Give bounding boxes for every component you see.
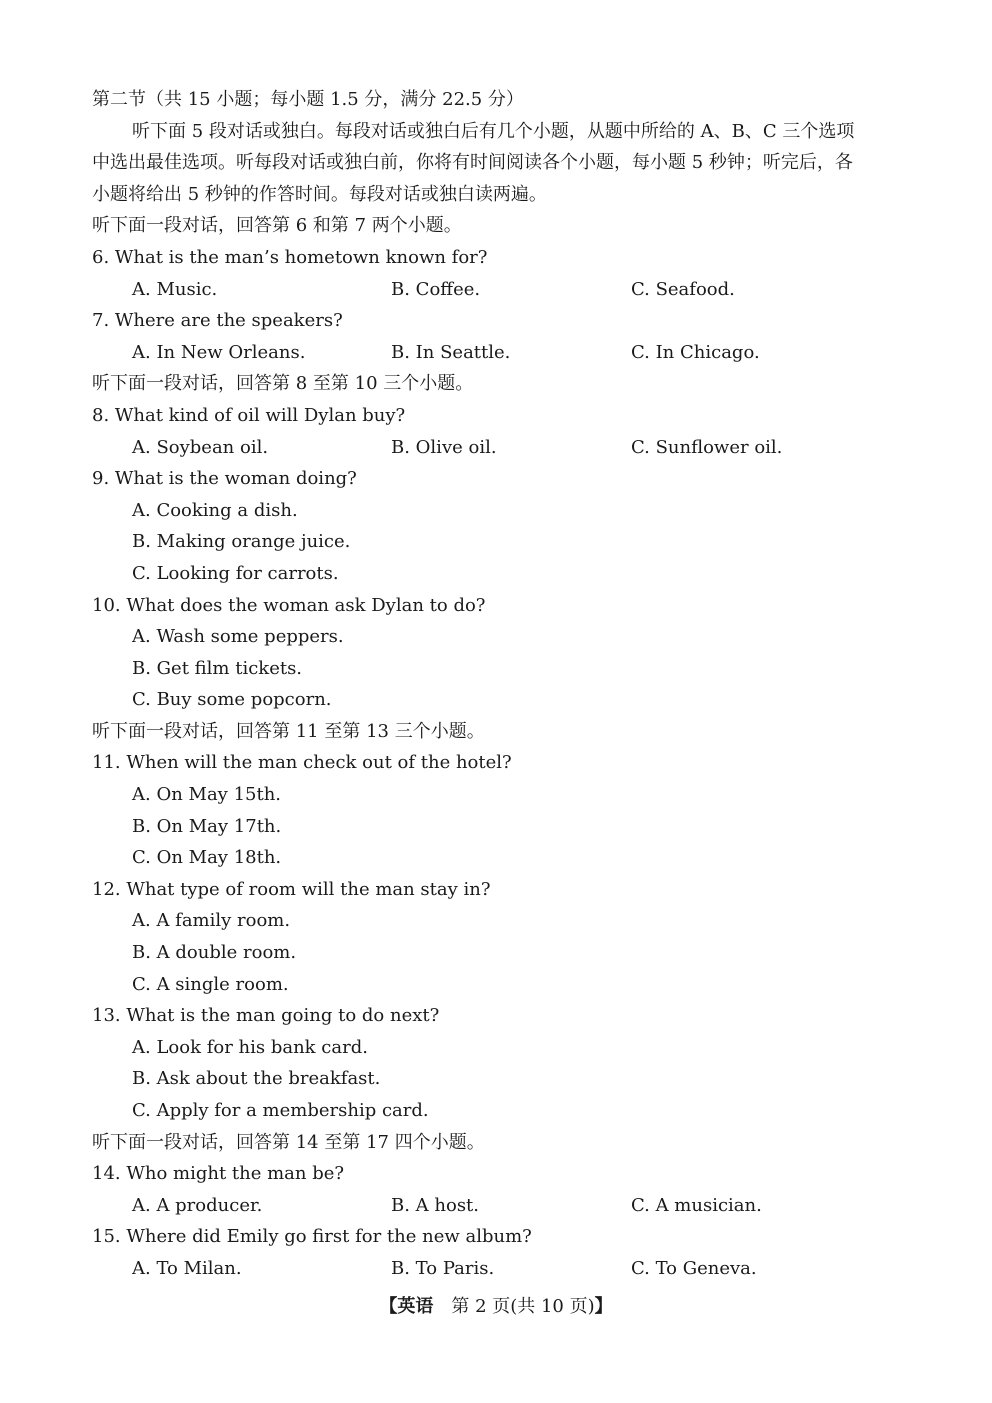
options-row: [92, 1190, 912, 1222]
footer-page-number: 第 2 页(共 10 页): [433, 1296, 595, 1317]
option-c: C. Looking for carrots.: [132, 562, 339, 584]
option-a: A. On May 15th.: [132, 784, 282, 806]
exam-page: [92, 84, 912, 1285]
option-a: A. A family room.: [132, 910, 291, 932]
question-stem: 10. What does the woman ask Dylan to do?: [92, 594, 486, 616]
option-a: A. To Milan.: [132, 1257, 242, 1279]
options-row: [92, 274, 912, 306]
option-a: A. In New Orleans.: [132, 341, 306, 363]
option-b: B. On May 17th.: [132, 815, 282, 837]
option-a: A. Cooking a dish.: [132, 499, 298, 521]
option-c: C. A musician.: [631, 1194, 762, 1216]
option-a: A. A producer.: [132, 1194, 263, 1216]
question-stem: 9. What is the woman doing?: [92, 468, 357, 490]
option-c: C. Sunflower oil.: [631, 436, 783, 458]
option-b: B. Get film tickets.: [132, 657, 303, 679]
section-note: （共 15 小题；每小题 1.5 分，满分 22.5 分）: [146, 89, 524, 110]
instruction-line: 中选出最佳选项。听每段对话或独白前，你将有时间阅读各个小题，每小题 5 秒钟；听完后，各: [92, 152, 853, 174]
question-stem: 14. Who might the man be?: [92, 1163, 345, 1185]
options-row: [92, 337, 912, 369]
option-a: A. Wash some peppers.: [132, 626, 344, 648]
option-b: B. To Paris.: [391, 1257, 495, 1279]
question-stem: 12. What type of room will the man stay in?: [92, 878, 491, 900]
group-instruction: 听下面一段对话，回答第 11 至第 13 三个小题。: [92, 720, 485, 742]
question-stem: 8. What kind of oil will Dylan buy?: [92, 404, 406, 426]
option-b: B. In Seattle.: [391, 341, 511, 363]
question-stem: 11. When will the man check out of the hotel?: [92, 752, 512, 774]
option-c: C. To Geneva.: [631, 1257, 757, 1279]
group-instruction: 听下面一段对话，回答第 14 至第 17 四个小题。: [92, 1131, 485, 1153]
question-stem: 6. What is the man’s hometown known for?: [92, 246, 488, 268]
option-a: A. Look for his bank card.: [132, 1036, 368, 1058]
section-heading: [92, 84, 912, 116]
instruction-line: 小题将给出 5 秒钟的作答时间。每段对话或独白读两遍。: [92, 183, 547, 205]
footer-subject: 英语: [397, 1296, 434, 1317]
option-c: C. Buy some popcorn.: [132, 689, 332, 711]
option-b: B. A host.: [391, 1194, 480, 1216]
footer-bracket-close: 】: [594, 1296, 613, 1317]
instruction-line: 听下面 5 段对话或独白。每段对话或独白后有几个小题，从题中所给的 A、B、C 三个选项: [132, 120, 855, 142]
footer-bracket-open: 【: [379, 1296, 398, 1317]
option-c: C. A single room.: [132, 973, 289, 995]
option-a: A. Soybean oil.: [132, 436, 269, 458]
option-b: B. Ask about the breakfast.: [132, 1068, 381, 1090]
section-title: 第二节: [92, 89, 146, 110]
option-b: B. Olive oil.: [391, 436, 497, 458]
group-instruction: 听下面一段对话，回答第 6 和第 7 两个小题。: [92, 215, 462, 237]
option-c: C. In Chicago.: [631, 341, 760, 363]
option-b: B. A double room.: [132, 942, 297, 964]
option-b: B. Coffee.: [391, 278, 481, 300]
question-stem: 13. What is the man going to do next?: [92, 1005, 440, 1027]
question-stem: 7. Where are the speakers?: [92, 310, 343, 332]
options-row: [92, 432, 912, 464]
options-row: [92, 1253, 912, 1285]
option-a: A. Music.: [132, 278, 218, 300]
page-footer: [0, 1292, 992, 1322]
group-instruction: 听下面一段对话，回答第 8 至第 10 三个小题。: [92, 373, 474, 395]
option-b: B. Making orange juice.: [132, 531, 351, 553]
option-c: C. Seafood.: [631, 278, 735, 300]
question-stem: 15. Where did Emily go first for the new album?: [92, 1226, 532, 1248]
option-c: C. On May 18th.: [132, 847, 282, 869]
option-c: C. Apply for a membership card.: [132, 1100, 429, 1121]
